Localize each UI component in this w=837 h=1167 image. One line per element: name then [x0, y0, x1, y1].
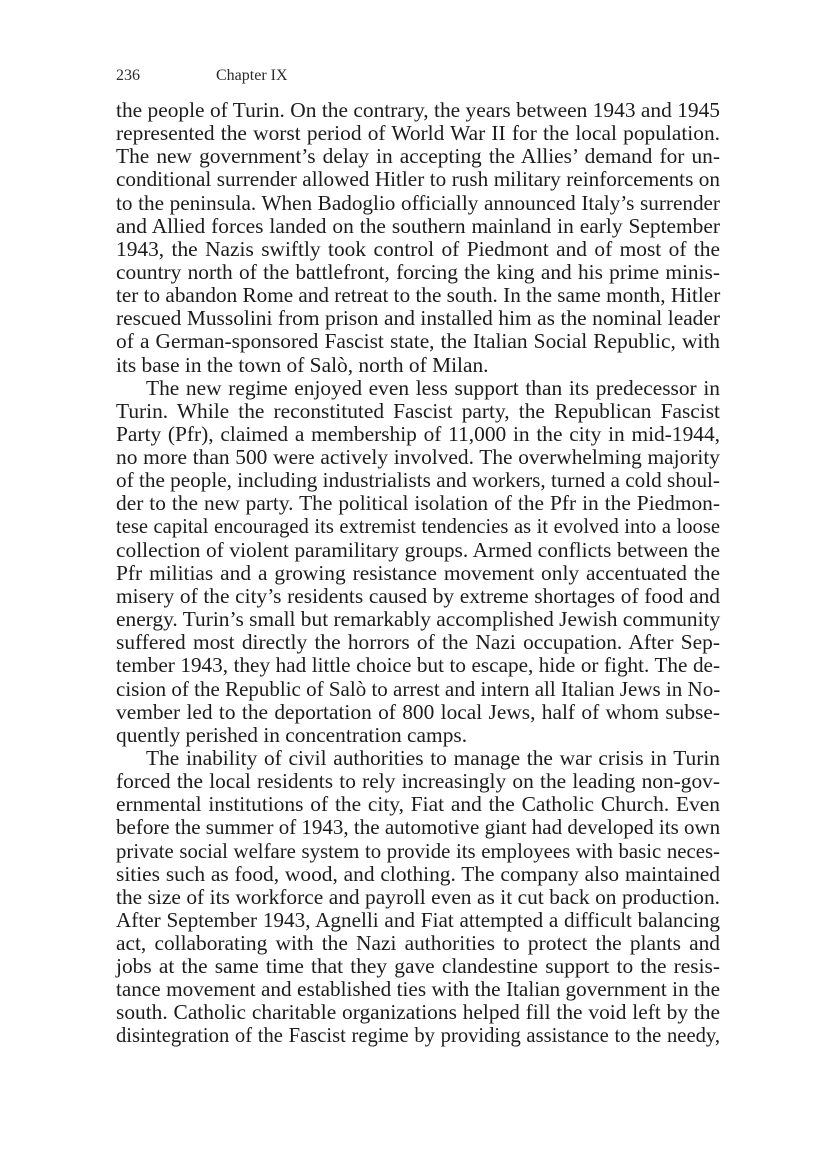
text-line: represented the worst period of World War II for the local population. [116, 121, 720, 146]
text-line: The inability of civil authorities to manage the war crisis in Turin [146, 745, 720, 770]
text-line: ter to abandon Rome and retreat to the south. In the same month, Hitler [116, 283, 721, 308]
text-line: suffered most directly the horrors of the Nazi occupation. After Sep- [116, 630, 720, 655]
text-line: conditional surrender allowed Hitler to rush military reinforcements on [116, 167, 720, 192]
running-head [116, 66, 288, 86]
text-line: tember 1943, they had little choice but to escape, hide or fight. The de- [116, 653, 720, 678]
page-number: 236 [116, 67, 140, 84]
text-line: 1943, the Nazis swiftly took control of Piedmont and of most of the [116, 236, 720, 261]
text-line: to the peninsula. When Badoglio officially announced Italy’s surrender [116, 190, 720, 215]
text-line: Pfr militias and a growing resistance movement only accentuated the [116, 560, 720, 585]
text-line: misery of the city’s residents caused by extreme shortages of food and [116, 583, 720, 608]
text-line: private social welfare system to provide its employees with basic neces- [116, 839, 720, 863]
text-line: the size of its workforce and payroll even as it cut back on production. [116, 884, 720, 909]
text-line: no more than 500 were actively involved. The overwhelming majority [116, 445, 720, 470]
text-line: Party (Pfr), claimed a membership of 11,000 in the city in mid-1944, [116, 421, 720, 446]
body-text [116, 99, 720, 1048]
chapter-title: Chapter IX [216, 67, 288, 84]
text-line: of the people, including industrialists and workers, turned a cold shoul- [116, 468, 720, 493]
text-line: and Allied forces landed on the southern mainland in early September [116, 213, 720, 238]
text-line: tance movement and established ties with the Italian government in the [116, 977, 720, 1002]
text-line: its base in the town of Salò, north of Milan. [116, 352, 489, 377]
text-line: quently perished in concentration camps. [116, 722, 468, 747]
text-line: rescued Mussolini from prison and installed him as the nominal leader [116, 306, 720, 331]
text-line: The new regime enjoyed even less support than its predecessor in [146, 375, 720, 400]
text-line: the people of Turin. On the contrary, the years between 1943 and 1945 [116, 98, 720, 122]
text-line: After September 1943, Agnelli and Fiat attempted a difficult balancing [116, 907, 720, 932]
text-line: The new government’s delay in accepting the Allies’ demand for un- [116, 144, 720, 169]
text-line: vember led to the deportation of 800 local Jews, half of whom subse- [116, 699, 720, 724]
text-line: disintegration of the Fascist regime by providing assistance to the needy, [116, 1024, 720, 1047]
text-line: der to the new party. The political isolation of the Pfr in the Piedmon- [116, 491, 720, 516]
text-line: collection of violent paramilitary groups. Armed conflicts between the [116, 537, 720, 562]
text-line: tese capital encouraged its extremist tendencies as it evolved into a loose [116, 515, 720, 538]
text-line: energy. Turin’s small but remarkably accomplished Jewish community [116, 607, 721, 632]
text-line: south. Catholic charitable organizations helped fill the void left by the [116, 1000, 720, 1025]
text-line: sities such as food, wood, and clothing. The company also maintained [116, 861, 720, 886]
text-line: Turin. While the reconstituted Fascist party, the Republican Fascist [116, 398, 720, 423]
text-line: before the summer of 1943, the automotive giant had developed its own [116, 815, 721, 840]
text-line: country north of the battlefront, forcing the king and his prime minis- [116, 259, 720, 284]
text-line: ernmental institutions of the city, Fiat and the Catholic Church. Even [116, 792, 720, 817]
text-line: jobs at the same time that they gave clandestine support to the resis- [116, 954, 720, 979]
text-line: forced the local residents to rely increasingly on the leading non-gov- [116, 769, 720, 794]
text-line: act, collaborating with the Nazi authorities to protect the plants and [116, 931, 720, 956]
text-line: cision of the Republic of Salò to arrest and intern all Italian Jews in No- [116, 676, 721, 701]
text-line: of a German-sponsored Fascist state, the Italian Social Republic, with [116, 329, 720, 354]
